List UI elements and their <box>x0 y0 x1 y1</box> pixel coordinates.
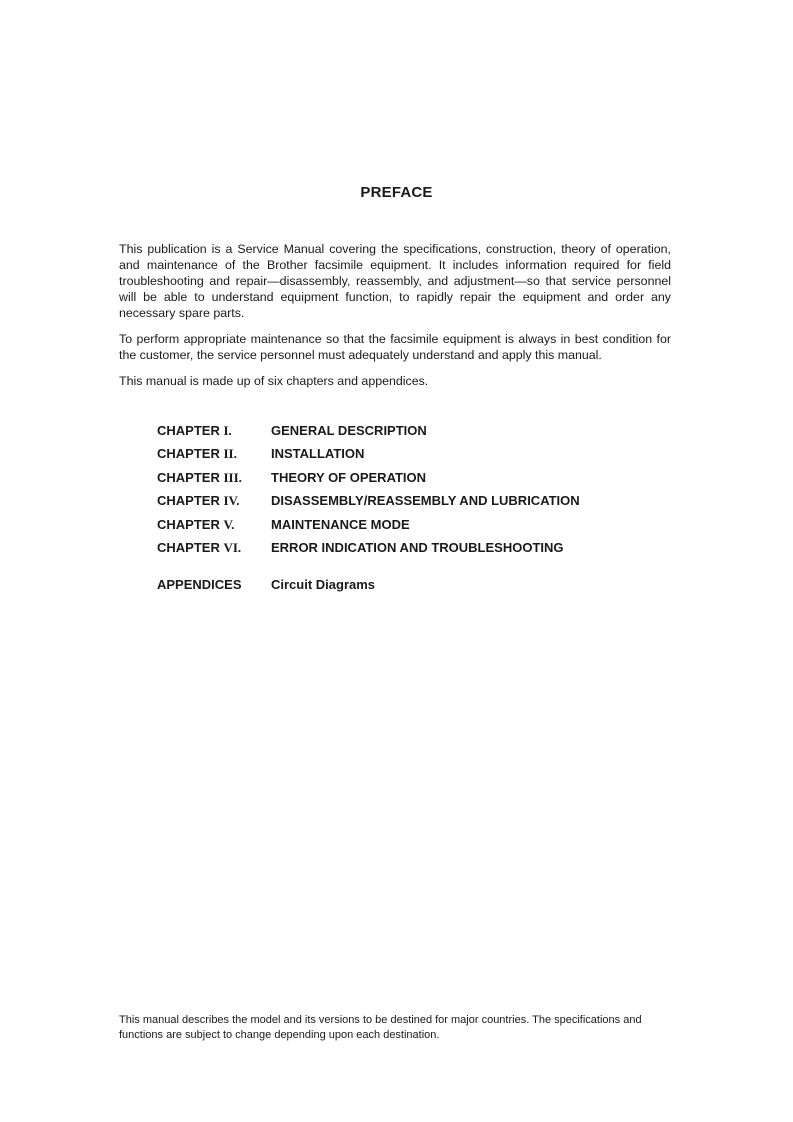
chapter-prefix: CHAPTER <box>157 539 220 555</box>
intro-paragraph: This publication is a Service Manual covering the specifications, construction, theory of operation, and maintenance of the Brother facsimile equipment. It includes information required for field troubleshooting and repair—disassembly, reassembly, and adjustment—so that service personnel will be able to understand equipment function, to rapidly repair the equipment and order any necessary spare parts. <box>119 242 671 320</box>
chapter-item <box>157 517 677 540</box>
maintenance-paragraph: To perform appropriate maintenance so that the facsimile equipment is always in best condition for the customer, the service personnel must adequately understand and apply this manual. <box>119 332 671 362</box>
chapter-number: V. <box>223 516 235 532</box>
chapter-prefix: CHAPTER <box>157 493 220 509</box>
chapter-title: ERROR INDICATION AND TROUBLESHOOTING <box>271 539 564 555</box>
chapter-number: I. <box>223 423 232 438</box>
chapter-prefix: CHAPTER <box>157 446 220 462</box>
chapter-title: DISASSEMBLY/REASSEMBLY AND LUBRICATION <box>271 493 580 509</box>
structure-paragraph: This manual is made up of six chapters and appendices. <box>119 374 429 388</box>
chapter-title: INSTALLATION <box>271 446 365 462</box>
chapter-prefix: CHAPTER <box>157 469 220 485</box>
chapter-title: THEORY OF OPERATION <box>271 469 427 485</box>
chapter-title: GENERAL DESCRIPTION <box>271 423 427 438</box>
chapter-number: II. <box>223 446 237 462</box>
chapter-item <box>157 493 677 516</box>
appendix-title: Circuit Diagrams <box>271 577 376 592</box>
chapter-label <box>157 470 242 486</box>
chapter-label <box>157 423 232 439</box>
footer-note: This manual describes the model and its versions to be destined for major countries. The specifications and functions are subject to change depending upon each destination. <box>119 1014 642 1041</box>
chapter-item <box>157 446 677 469</box>
chapter-item <box>157 423 677 446</box>
page-title: PREFACE <box>360 184 433 201</box>
chapter-list <box>157 423 677 563</box>
appendix-item <box>157 577 677 595</box>
chapter-label <box>157 446 237 462</box>
chapter-prefix: CHAPTER <box>157 423 220 438</box>
chapter-number: VI. <box>223 539 242 555</box>
chapter-item <box>157 540 677 563</box>
chapter-prefix: CHAPTER <box>157 516 220 532</box>
appendix-label: APPENDICES <box>157 577 242 592</box>
chapter-label <box>157 493 240 509</box>
chapter-number: IV. <box>223 493 240 509</box>
chapter-item <box>157 470 677 493</box>
chapter-number: III. <box>223 469 242 485</box>
chapter-label <box>157 540 241 556</box>
chapter-title: MAINTENANCE MODE <box>271 516 410 532</box>
chapter-label <box>157 517 234 533</box>
